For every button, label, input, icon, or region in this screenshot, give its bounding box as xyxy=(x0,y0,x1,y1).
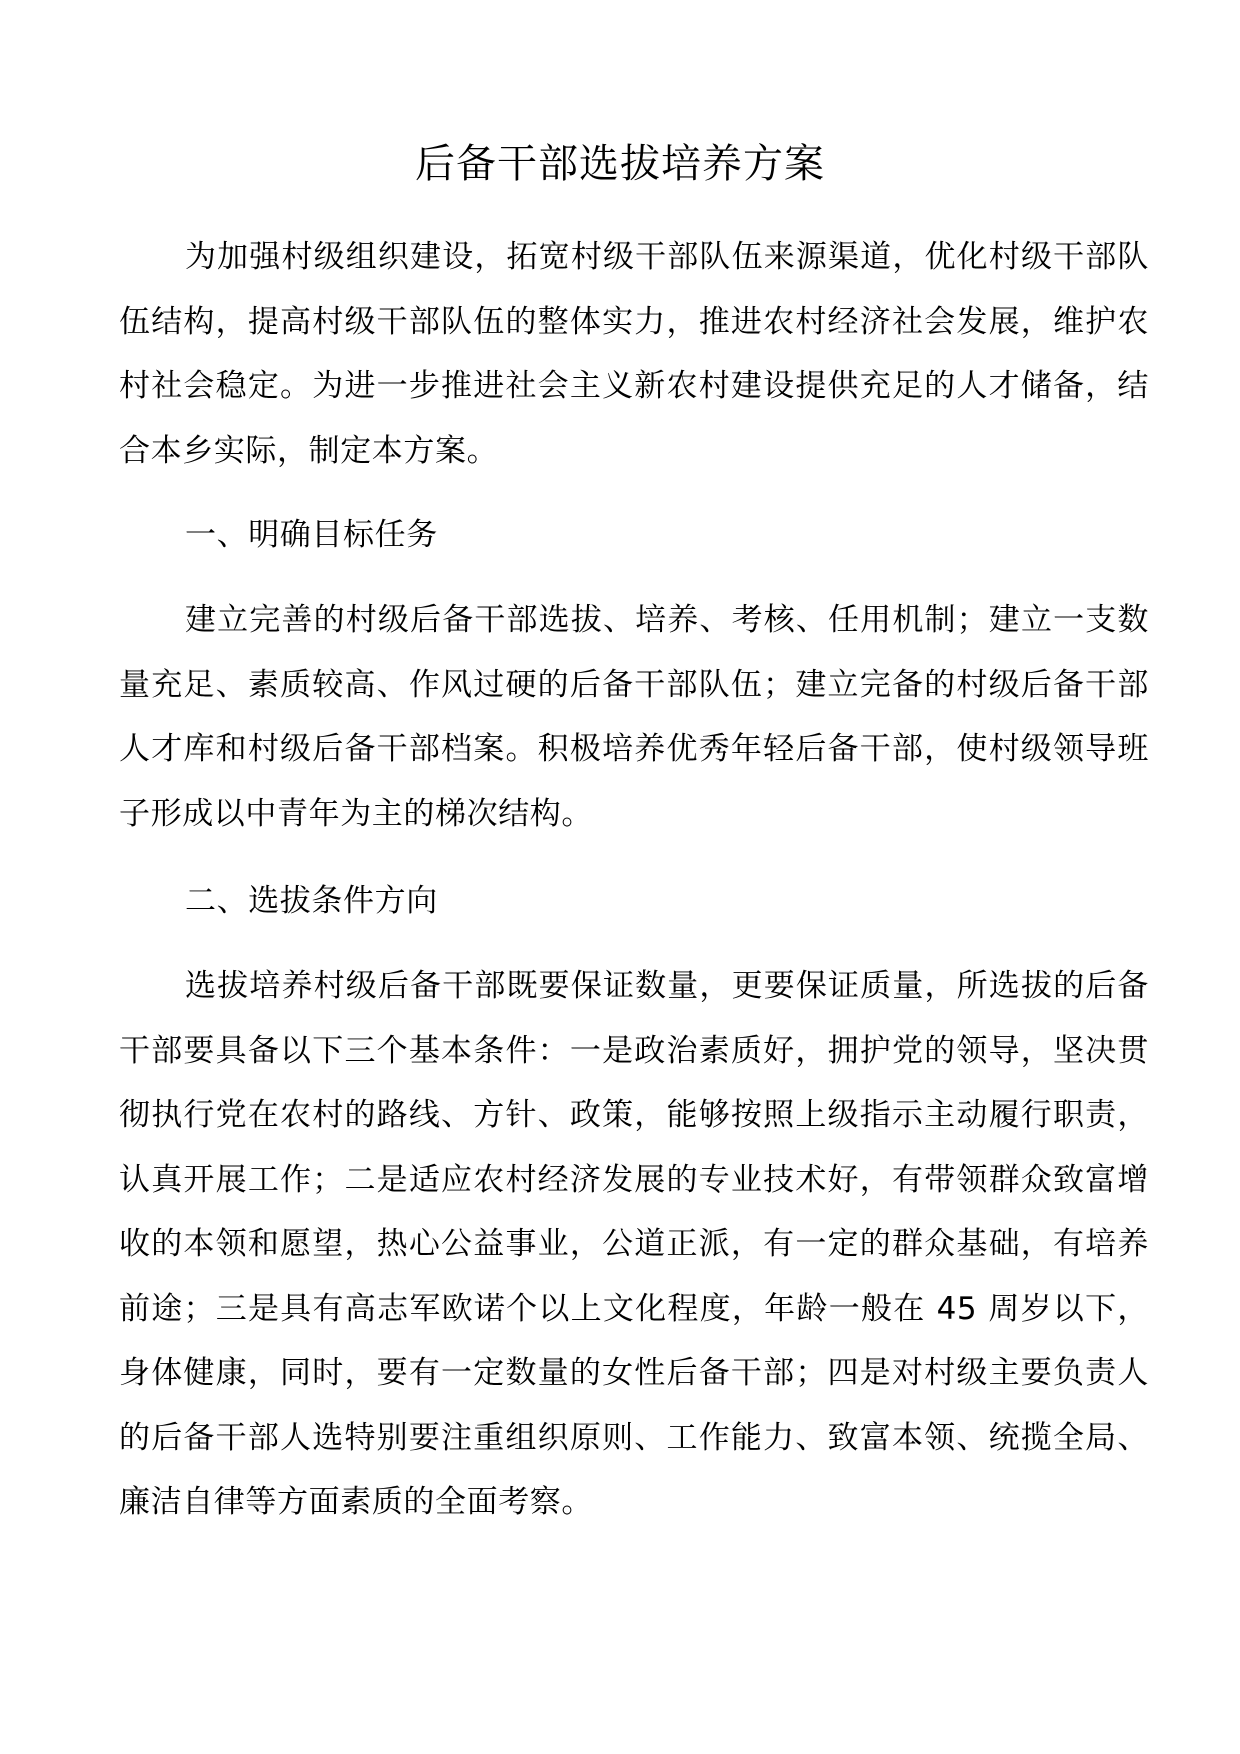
intro-paragraph: 为加强村级组织建设，拓宽村级干部队伍来源渠道，优化村级干部队伍结构，提高村级干部队伍的整体实力，推进农村经济社会发展，维护农村社会稳定。为进一步推进社会主义新农村建设提供充足的人才储备，结合本乡实际，制定本方案。 xyxy=(119,239,1149,469)
section-body-1: 建立完善的村级后备干部选拔、培养、考核、任用机制；建立一支数量充足、素质较高、作风过硬的后备干部队伍；建立完备的村级后备干部人才库和村级后备干部档案。积极培养优秀年轻后备干部，使村级领导班子形成以中青年为主的梯次结构。 xyxy=(119,602,1149,832)
document-title: 后备干部选拔培养方案 xyxy=(415,141,825,187)
section-heading-2: 二、选拔条件方向 xyxy=(185,883,438,919)
section-body-2: 选拔培养村级后备干部既要保证数量，更要保证质量，所选拔的后备干部要具备以下三个基本条件：一是政治素质好，拥护党的领导，坚决贯彻执行党在农村的路线、方针、政策，能够按照上级指示主动履行职责，认真开展工作；二是适应农村经济发展的专业技术好，有带领群众致富增收的本领和愿望，热心公益事业，公道正派，有一定的群众基础，有培养前途；三是具有高志军欧诺个以上文化程度，年龄一般在 45 周岁以下，身体健康，同时，要有一定数量的女性后备干部；四是对村级主要负责人的后备干部人选特别要注重组织原则、工作能力、致富本领、统揽全局、廉洁自律等方面素质的全面考察。 xyxy=(119,968,1149,1520)
section-heading-1: 一、明确目标任务 xyxy=(185,517,438,553)
